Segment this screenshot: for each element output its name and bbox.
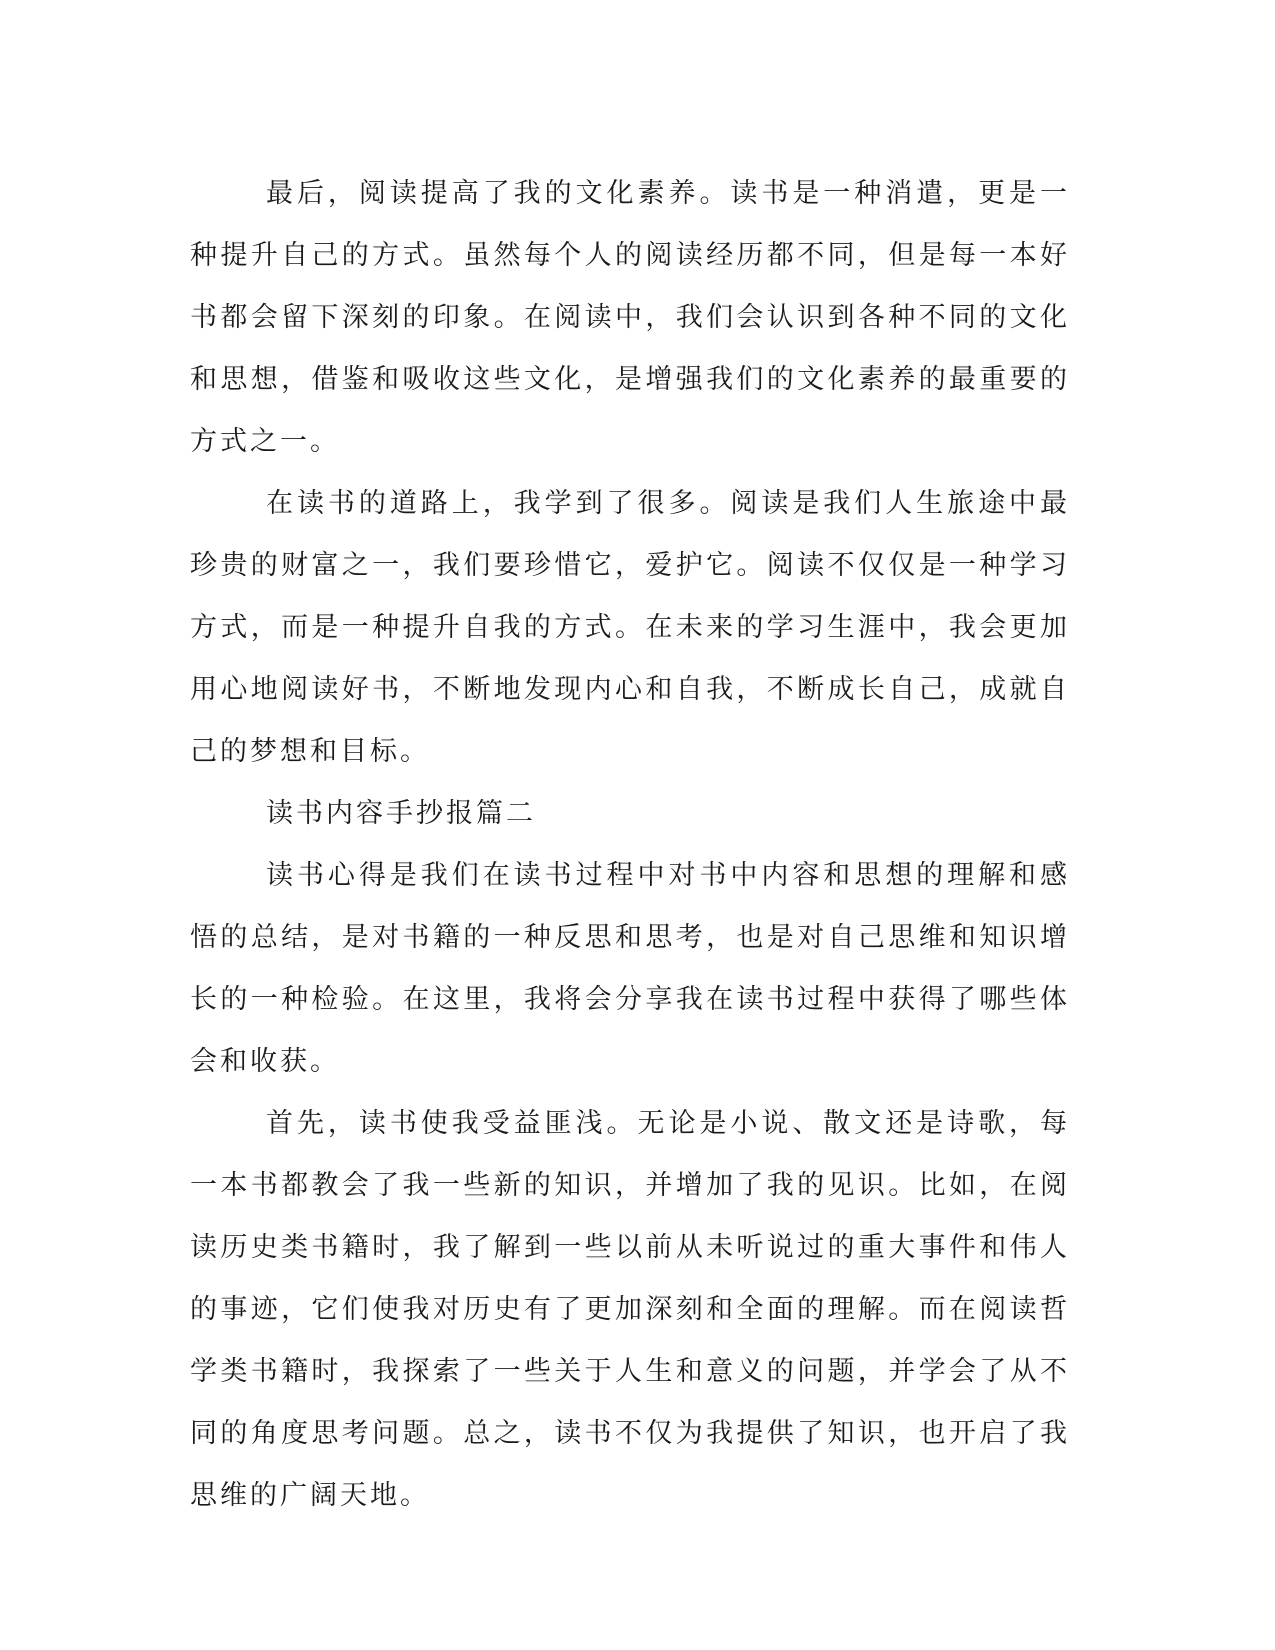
- document-body: [190, 163, 1070, 1527]
- paragraph-reading-road: 在读书的道路上，我学到了很多。阅读是我们人生旅途中最珍贵的财富之一，我们要珍惜它，爱护它。阅读不仅仅是一种学习方式，而是一种提升自我的方式。在未来的学习生涯中，我会更加用心地阅读好书，不断地发现内心和自我，不断成长自己，成就自己的梦想和目标。: [190, 488, 1070, 767]
- paragraph-culture: 最后，阅读提高了我的文化素养。读书是一种消遣，更是一种提升自己的方式。虽然每个人的阅读经历都不同，但是每一本好书都会留下深刻的印象。在阅读中，我们会认识到各种不同的文化和思想，借鉴和吸收这些文化，是增强我们的文化素养的最重要的方式之一。: [190, 178, 1070, 457]
- section-heading: 读书内容手抄报篇二: [266, 798, 536, 829]
- paragraph-reading-notes: 读书心得是我们在读书过程中对书中内容和思想的理解和感悟的总结，是对书籍的一种反思和思考，也是对自己思维和知识增长的一种检验。在这里，我将会分享我在读书过程中获得了哪些体会和收获。: [190, 860, 1070, 1077]
- paragraph-first-benefit: 首先，读书使我受益匪浅。无论是小说、散文还是诗歌，每一本书都教会了我一些新的知识，并增加了我的见识。比如，在阅读历史类书籍时，我了解到一些以前从未听说过的重大事件和伟人的事迹，它们使我对历史有了更加深刻和全面的理解。而在阅读哲学类书籍时，我探索了一些关于人生和意义的问题，并学会了从不同的角度思考问题。总之，读书不仅为我提供了知识，也开启了我思维的广阔天地。: [190, 1108, 1070, 1511]
